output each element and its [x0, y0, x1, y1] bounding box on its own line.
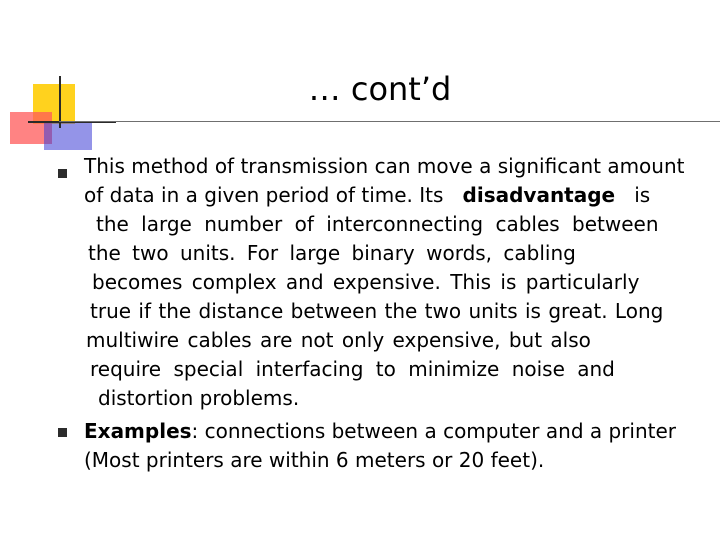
text-fragment: : connections between a computer and a printer	[191, 419, 676, 443]
text-line	[84, 417, 718, 446]
bullet-square-icon	[58, 428, 67, 437]
title-rule	[59, 121, 720, 122]
text-line: multiwire cables are not only expensive, but also	[86, 328, 591, 352]
text-line: require special interfacing to minimize noise and	[90, 357, 615, 381]
decorative-blue-square	[44, 122, 92, 150]
text-line: (Most printers are within 6 meters or 20 feet).	[84, 448, 545, 472]
emphasis-disadvantage: disadvantage	[462, 183, 616, 207]
bullet-paragraph-1	[84, 152, 718, 413]
examples-label: Examples	[84, 419, 192, 443]
text-fragment: is	[634, 183, 651, 207]
text-line: the two units. For large binary words, cabling	[88, 241, 576, 265]
text-line: This method of transmission can move a significant amount	[84, 154, 685, 178]
text-fragment: of data in a given period of time. Its	[84, 183, 444, 207]
slide-title: … cont’d	[308, 70, 452, 108]
text-line: becomes complex and expensive. This is particularly	[92, 270, 640, 294]
text-line: the large number of interconnecting cables between	[96, 212, 659, 236]
text-line: true if the distance between the two units is great. Long	[90, 299, 664, 323]
text-line: distortion problems.	[98, 386, 300, 410]
bullet-square-icon	[58, 169, 67, 178]
text-line	[84, 181, 718, 210]
bullet-paragraph-2	[84, 417, 718, 475]
